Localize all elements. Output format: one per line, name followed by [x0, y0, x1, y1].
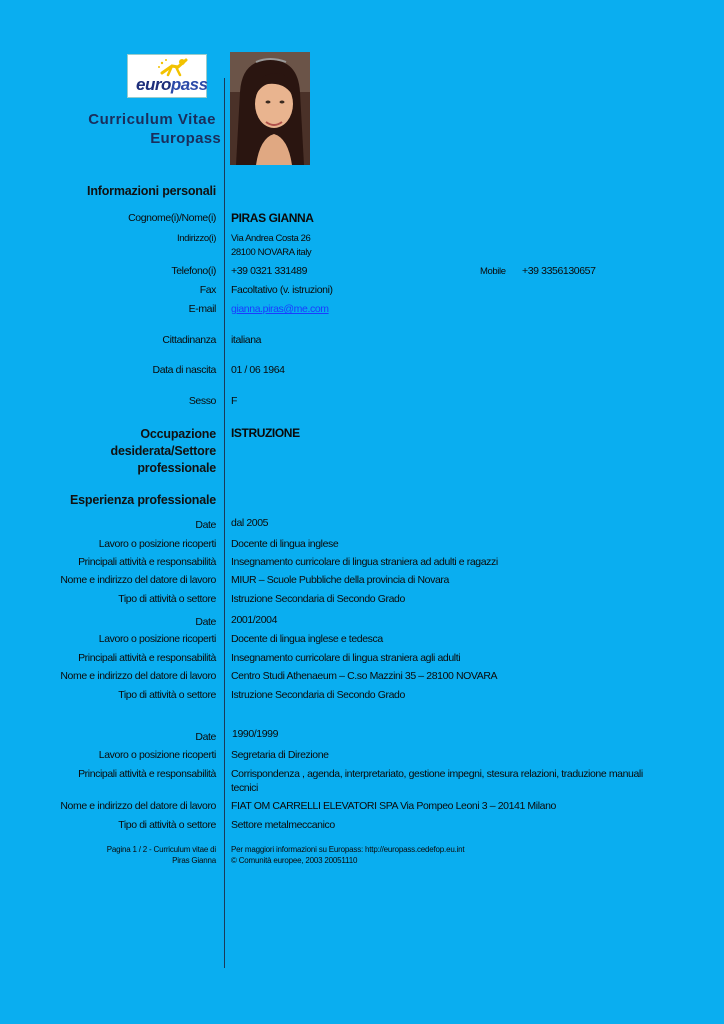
activities-label: Principali attività e responsabilità — [78, 652, 216, 664]
entry3-activities-1: Corrispondenza , agenda, interpretariato, gestione impegni, stesura relazioni, traduzione manuali — [231, 768, 643, 780]
fax-value: Facoltativo (v. istruzioni) — [231, 284, 333, 296]
footer-page-1: Pagina 1 / 2 - Curriculum vitae di — [106, 845, 216, 854]
entry3-role: Segretaria di Direzione — [231, 749, 329, 761]
entry2-activities: Insegnamento curricolare di lingua straniera agli adulti — [231, 652, 461, 664]
entry1-activities: Insegnamento curricolare di lingua straniera ad adulti e ragazzi — [231, 556, 498, 568]
entry1-role: Docente di lingua inglese — [231, 538, 339, 550]
entry1-sector: Istruzione Secondaria di Secondo Grado — [231, 593, 405, 605]
name-label: Cognome(i)/Nome(i) — [128, 212, 216, 224]
entry3-sector: Settore metalmeccanico — [231, 819, 335, 831]
mobile-value: +39 3356130657 — [522, 265, 596, 277]
role-label: Lavoro o posizione ricoperti — [98, 749, 216, 761]
date-label: Date — [195, 519, 216, 531]
portrait-image — [230, 52, 310, 165]
footer-info-1: Per maggiori informazioni su Europass: http://europass.cedefop.eu.int — [231, 845, 465, 854]
address-line1: Via Andrea Costa 26 — [231, 233, 311, 244]
entry2-role: Docente di lingua inglese e tedesca — [231, 633, 383, 645]
entry2-date: 2001/2004 — [231, 614, 278, 626]
email-link[interactable]: gianna.piras@me.com — [231, 303, 329, 315]
cv-subtitle: Europass — [150, 130, 221, 147]
birth-label: Data di nascita — [152, 364, 216, 376]
occupation-label-1: Occupazione — [140, 427, 216, 441]
citizenship-value: italiana — [231, 334, 262, 346]
footer-info-2: © Comunità europee, 2003 20051110 — [231, 856, 358, 865]
address-line2: 28100 NOVARA italy — [231, 247, 312, 258]
entry3-employer: FIAT OM CARRELLI ELEVATORI SPA Via Pompeo Leoni 3 – 20141 Milano — [231, 800, 556, 812]
occupation-label-2: desiderata/Settore — [110, 444, 216, 458]
employer-label: Nome e indirizzo del datore di lavoro — [60, 670, 216, 682]
entry2-sector: Istruzione Secondaria di Secondo Grado — [231, 689, 405, 701]
sector-label: Tipo di attività o settore — [118, 593, 216, 605]
logo-wordmark: europass — [136, 75, 208, 94]
phone-value: +39 0321 331489 — [231, 265, 308, 277]
role-label: Lavoro o posizione ricoperti — [98, 633, 216, 645]
activities-label: Principali attività e responsabilità — [78, 556, 216, 568]
employer-label: Nome e indirizzo del datore di lavoro — [60, 574, 216, 586]
mobile-label: Mobile — [480, 266, 506, 277]
sex-label: Sesso — [188, 395, 216, 407]
entry2-employer: Centro Studi Athenaeum – C.so Mazzini 35 – 28100 NOVARA — [231, 670, 498, 682]
entry3-date: 1990/1999 — [232, 728, 279, 740]
profile-photo — [230, 52, 310, 165]
fax-label: Fax — [199, 284, 216, 296]
sex-value: F — [231, 395, 238, 407]
section-personal-heading: Informazioni personali — [87, 184, 216, 198]
employer-label: Nome e indirizzo del datore di lavoro — [60, 800, 216, 812]
citizenship-label: Cittadinanza — [162, 334, 216, 346]
occupation-value: ISTRUZIONE — [231, 426, 300, 440]
date-label: Date — [195, 731, 216, 743]
address-label: Indirizzo(i) — [176, 233, 216, 244]
column-divider — [224, 78, 225, 968]
activities-label: Principali attività e responsabilità — [78, 768, 216, 780]
occupation-label-3: professionale — [137, 461, 216, 475]
entry3-activities-2: tecnici — [231, 782, 258, 794]
role-label: Lavoro o posizione ricoperti — [98, 538, 216, 550]
footer-page-2: Piras Gianna — [172, 856, 216, 865]
entry1-date: dal 2005 — [231, 517, 269, 529]
sector-label: Tipo di attività o settore — [118, 819, 216, 831]
phone-label: Telefono(i) — [171, 265, 216, 277]
europass-logo — [127, 54, 207, 98]
section-experience-heading: Esperienza professionale — [70, 493, 216, 507]
name-value: PIRAS GIANNA — [231, 211, 314, 225]
birth-value: 01 / 06 1964 — [231, 364, 285, 376]
date-label: Date — [195, 616, 216, 628]
sector-label: Tipo di attività o settore — [118, 689, 216, 701]
cv-title: Curriculum Vitae — [88, 111, 216, 128]
europass-figure-icon — [156, 57, 192, 77]
email-label: E-mail — [188, 303, 216, 315]
entry1-employer: MIUR – Scuole Pubbliche della provincia di Novara — [231, 574, 449, 586]
